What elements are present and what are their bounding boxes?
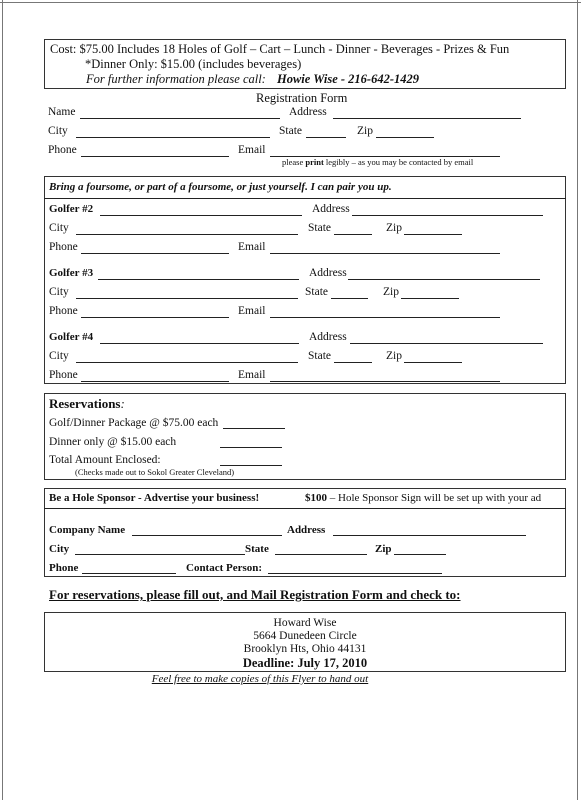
dinner-only-field[interactable] xyxy=(220,447,282,448)
golfer-2-zip-field[interactable] xyxy=(404,234,462,235)
city-label: City xyxy=(48,125,68,137)
info-prefix: For further information please call: xyxy=(86,72,266,86)
golfer-3-email-field[interactable] xyxy=(270,317,500,318)
golfer-3-city-field[interactable] xyxy=(76,298,298,299)
sponsor-price-desc: – Hole Sponsor Sign will be set up with your ad xyxy=(327,492,542,504)
zip-label: Zip xyxy=(357,125,373,137)
company-label: Company Name xyxy=(49,524,126,536)
golfer-2-email-label: Email xyxy=(238,241,266,253)
info-line xyxy=(86,73,419,86)
golfer-4-phone-label: Phone xyxy=(49,369,78,381)
golfer-3-state-field[interactable] xyxy=(331,298,368,299)
mail-heading: For reservations, please fill out, and Mail Registration Form and check to: xyxy=(49,587,461,602)
sponsor-city-field[interactable] xyxy=(75,554,245,555)
sponsor-phone-field[interactable] xyxy=(82,573,176,574)
total-label: Total Amount Enclosed: xyxy=(49,454,161,466)
address-label: Address xyxy=(289,106,327,118)
sponsor-zip-field[interactable] xyxy=(394,554,446,555)
name-label: Name xyxy=(48,106,76,118)
print-note-pre: please xyxy=(282,157,306,167)
phone-field[interactable] xyxy=(81,156,229,157)
golfer-2-state-field[interactable] xyxy=(334,234,372,235)
phone-label: Phone xyxy=(48,144,77,156)
sponsor-address-field[interactable] xyxy=(333,535,526,536)
scan-edge-top xyxy=(0,2,581,3)
deadline: Deadline: July 17, 2010 xyxy=(242,656,368,670)
golfer-3-state-label: State xyxy=(305,286,328,298)
sponsor-price-amount: $100 xyxy=(305,492,327,504)
sponsor-title: Be a Hole Sponsor - Advertise your business! xyxy=(49,492,260,504)
golfer-4-state-label: State xyxy=(308,350,331,362)
golfer-3-phone-label: Phone xyxy=(49,305,78,317)
mail-city: Brooklyn Hts, Ohio 44131 xyxy=(243,643,367,655)
golfer-3-address-label: Address xyxy=(309,267,347,279)
golfer-4-label: Golfer #4 xyxy=(49,331,94,343)
golfer-2-email-field[interactable] xyxy=(270,253,500,254)
foursome-intro: Bring a foursome, or part of a foursome, or just yourself. I can pair you up. xyxy=(49,181,392,193)
golfer-4-zip-label: Zip xyxy=(386,350,402,362)
sponsor-divider xyxy=(44,508,566,509)
golfer-3-zip-field[interactable] xyxy=(401,298,459,299)
footer-note: Feel free to make copies of this Flyer to hand out xyxy=(151,673,369,685)
golfer-4-address-field[interactable] xyxy=(350,343,543,344)
golfer-4-state-field[interactable] xyxy=(334,362,372,363)
golfer-3-name-field[interactable] xyxy=(98,279,299,280)
golfer-2-state-label: State xyxy=(308,222,331,234)
address-field[interactable] xyxy=(333,118,521,119)
golfer-2-phone-field[interactable] xyxy=(81,253,229,254)
registration-title: Registration Form xyxy=(256,91,348,105)
golfer-2-city-label: City xyxy=(49,222,69,234)
sponsor-zip-label: Zip xyxy=(375,543,392,555)
contact-person-field[interactable] xyxy=(268,573,442,574)
name-field[interactable] xyxy=(80,118,280,119)
reservations-title xyxy=(49,397,125,410)
contact-phone: Howie Wise - 216-642-1429 xyxy=(276,72,419,86)
print-note xyxy=(282,157,473,167)
golfer-3-zip-label: Zip xyxy=(383,286,399,298)
golfer-4-phone-field[interactable] xyxy=(81,381,229,382)
sponsor-address-label: Address xyxy=(287,524,326,536)
golf-package-label: Golf/Dinner Package @ $75.00 each xyxy=(49,417,219,429)
scan-edge-left xyxy=(2,0,3,800)
golfer-2-phone-label: Phone xyxy=(49,241,78,253)
golfer-4-email-field[interactable] xyxy=(270,381,500,382)
golfer-4-city-label: City xyxy=(49,350,69,362)
cost-line: Cost: $75.00 Includes 18 Holes of Golf – Cart – Lunch - Dinner - Beverages - Prizes & Fun xyxy=(50,42,510,56)
golfer-4-address-label: Address xyxy=(309,331,347,343)
mail-name: Howard Wise xyxy=(273,617,337,629)
dinner-line: *Dinner Only: $15.00 (includes beverages) xyxy=(85,57,302,71)
golfer-3-address-field[interactable] xyxy=(348,279,540,280)
golfer-2-address-label: Address xyxy=(312,203,350,215)
golfer-4-email-label: Email xyxy=(238,369,266,381)
city-field[interactable] xyxy=(76,137,270,138)
sponsor-phone-label: Phone xyxy=(49,562,79,574)
total-field[interactable] xyxy=(220,465,282,466)
golfer-2-label: Golfer #2 xyxy=(49,203,94,215)
state-label: State xyxy=(279,125,302,137)
scan-edge-right xyxy=(577,0,578,800)
golfer-4-name-field[interactable] xyxy=(100,343,299,344)
golfer-3-email-label: Email xyxy=(238,305,266,317)
email-label: Email xyxy=(238,144,266,156)
reservations-title-colon: : xyxy=(120,396,125,411)
golfer-3-city-label: City xyxy=(49,286,69,298)
print-note-post: legibly – as you may be contacted by email xyxy=(323,157,474,167)
golfer-4-city-field[interactable] xyxy=(76,362,298,363)
contact-person-label: Contact Person: xyxy=(186,562,263,574)
checks-note: (Checks made out to Sokol Greater Cleveland) xyxy=(75,467,235,477)
mail-street: 5664 Dunedeen Circle xyxy=(253,630,357,642)
foursome-box xyxy=(44,176,566,384)
golfer-2-city-field[interactable] xyxy=(76,234,298,235)
sponsor-state-label: State xyxy=(245,543,269,555)
golfer-2-zip-label: Zip xyxy=(386,222,402,234)
company-field[interactable] xyxy=(132,535,282,536)
sponsor-state-field[interactable] xyxy=(275,554,367,555)
sponsor-city-label: City xyxy=(49,543,70,555)
print-note-bold: print xyxy=(305,157,324,167)
dinner-only-label: Dinner only @ $15.00 each xyxy=(49,436,177,448)
golfer-2-address-field[interactable] xyxy=(352,215,543,216)
golfer-3-label: Golfer #3 xyxy=(49,267,94,279)
zip-field[interactable] xyxy=(376,137,434,138)
state-field[interactable] xyxy=(306,137,346,138)
golfer-2-name-field[interactable] xyxy=(100,215,302,216)
golfer-4-zip-field[interactable] xyxy=(404,362,462,363)
golf-package-field[interactable] xyxy=(223,428,285,429)
sponsor-price xyxy=(305,492,541,505)
golfer-3-phone-field[interactable] xyxy=(81,317,229,318)
reservations-title-text: Reservations xyxy=(49,396,121,411)
foursome-divider xyxy=(44,198,566,199)
